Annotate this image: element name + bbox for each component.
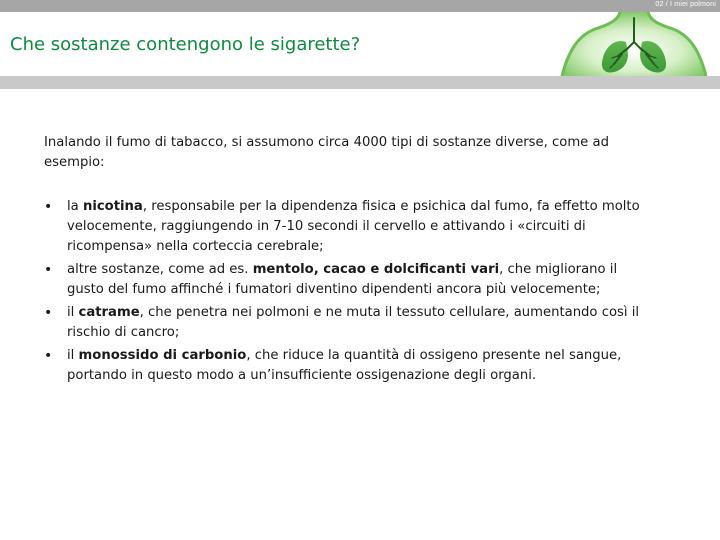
substance-list bbox=[44, 197, 644, 386]
substance-name: nicotina bbox=[82, 199, 143, 214]
intro-paragraph: Inalando il fumo di tabacco, si assumono circa 4000 tipi di sostanze diverse, come ad esempio: bbox=[44, 135, 609, 170]
header-bar bbox=[0, 0, 720, 12]
substance-name: mentolo, cacao e dolcificanti vari bbox=[252, 262, 500, 277]
list-item: • la nicotina, responsabile per la dipendenza fisica e psichica dal fumo, fa effetto molto velocemente, raggiungendo in 7-10 secondi il cervello e attivando i «circuiti di ricompensa» nella corteccia cerebrale; bbox=[44, 199, 640, 254]
list-item: • il monossido di carbonio, che riduce la quantità di ossigeno presente nel sangue, portando in questo modo a un’insufficiente ossigenazione degli organi. bbox=[44, 348, 622, 383]
substance-name: monossido di carbonio bbox=[78, 348, 247, 363]
page-title: Che sostanze contengono le sigarette? bbox=[10, 34, 361, 55]
breadcrumb: 02 / I miei polmoni bbox=[655, 1, 716, 8]
bullet-icon: • bbox=[44, 262, 53, 278]
substance-name: catrame bbox=[78, 305, 140, 320]
bullet-icon: • bbox=[44, 305, 53, 321]
list-item: • il catrame, che penetra nei polmoni e ne muta il tessuto cellulare, aumentando così il rischio di cancro; bbox=[44, 305, 640, 340]
lungs-icon bbox=[548, 12, 720, 76]
list-item: • altre sostanze, come ad es. mentolo, cacao e dolcificanti vari, che migliorano il gusto del fumo affinché i fumatori diventino dipendenti ancora più velocemente; bbox=[44, 262, 618, 297]
header-divider bbox=[0, 76, 720, 89]
main-content bbox=[44, 133, 644, 389]
bullet-icon: • bbox=[44, 199, 53, 215]
bullet-icon: • bbox=[44, 348, 53, 364]
